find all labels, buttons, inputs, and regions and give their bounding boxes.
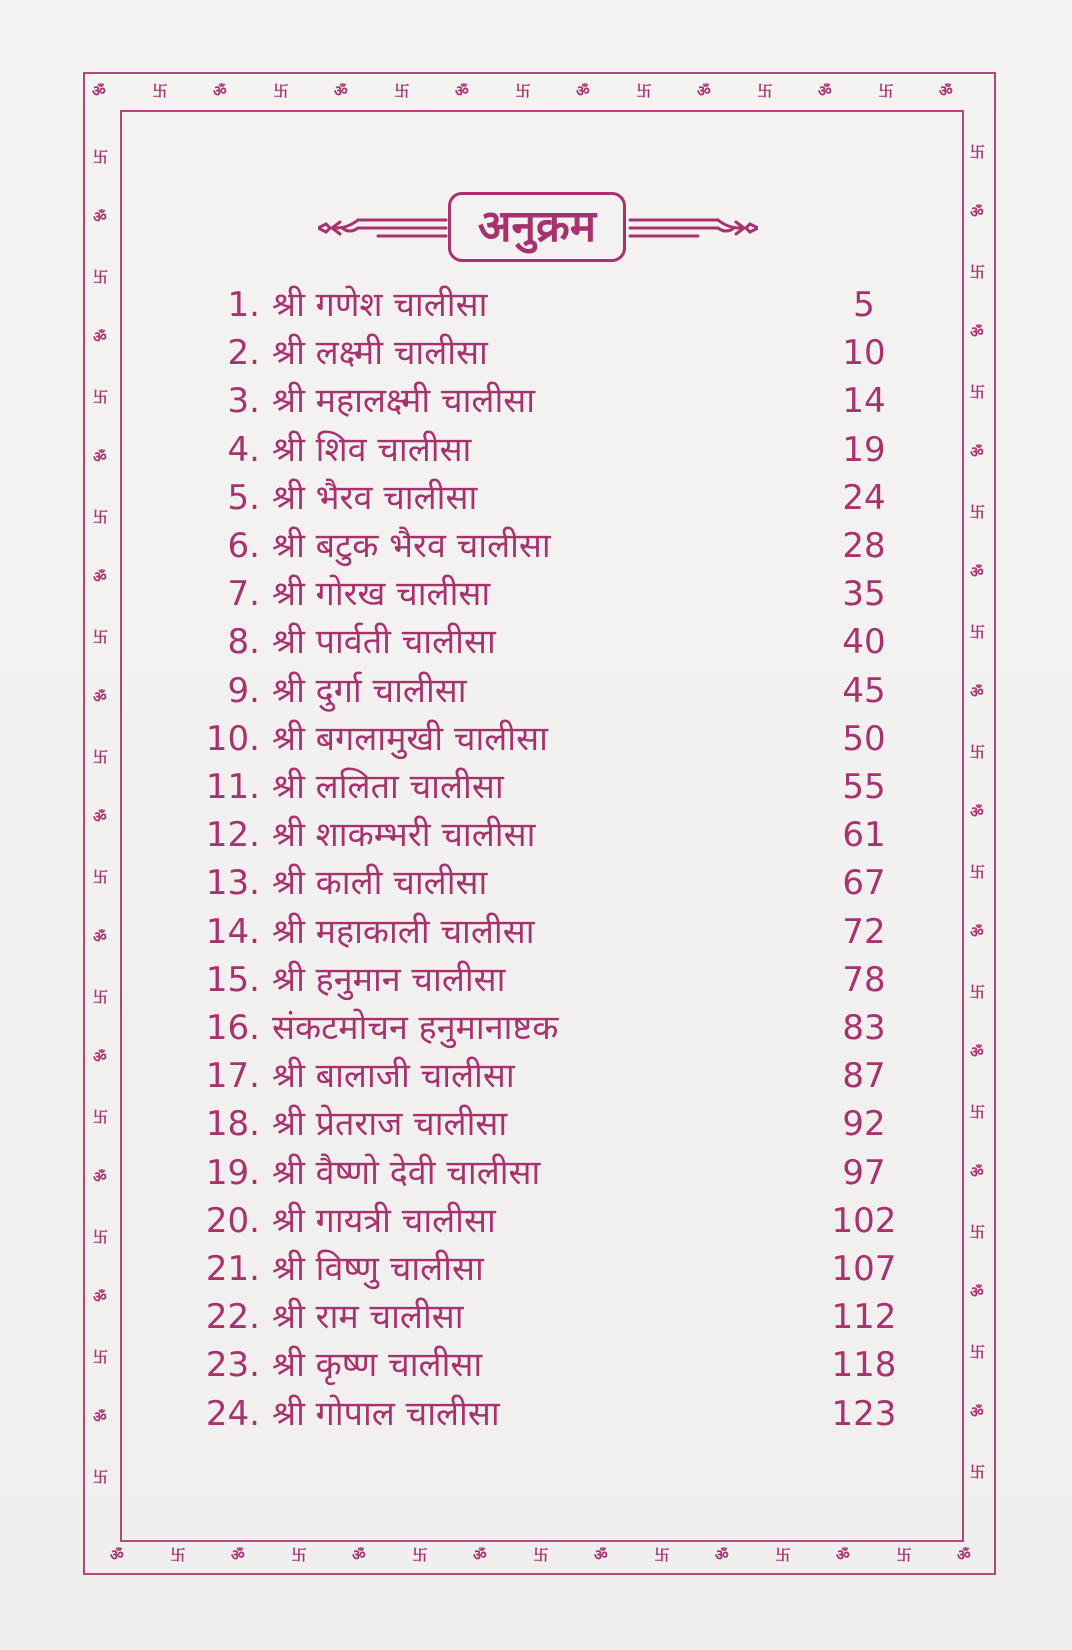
om-symbol-icon: ॐ [93,328,107,346]
om-symbol-icon: ॐ [93,208,107,226]
toc-entry-number: 2. [227,333,260,374]
toc-entry-title: श्री पार्वती चालीसा [272,622,496,663]
swastika-symbol-icon: 卐 [93,868,109,886]
toc-entry-number: 24. [205,1393,260,1434]
toc-entry-title: श्री महालक्ष्मी चालीसा [272,381,536,422]
swastika-symbol-icon: 卐 [970,383,986,401]
swastika-symbol-icon: 卐 [533,1546,549,1564]
toc-entry [180,1150,920,1196]
swastika-symbol-icon: 卐 [970,983,986,1001]
om-symbol-icon: ॐ [970,1403,984,1421]
toc-entry-number: 18. [205,1104,260,1145]
toc-entry-title: श्री राम चालीसा [272,1297,464,1338]
toc-entry-number: 11. [205,767,260,807]
om-symbol-icon: ॐ [455,82,469,100]
toc-entry-page-number: 35 [842,574,886,615]
swastika-symbol-icon: 卐 [636,82,652,100]
swastika-symbol-icon: 卐 [775,1546,791,1564]
swastika-symbol-icon: 卐 [93,1468,109,1486]
toc-entry [180,1342,920,1388]
toc-entry-page-number: 50 [842,718,886,759]
toc-entry-number: 17. [205,1056,260,1097]
toc-entry-title: श्री कृष्ण चालीसा [272,1345,483,1386]
toc-entry-title: श्री विष्णु चालीसा [272,1249,484,1289]
swastika-symbol-icon: 卐 [93,1348,109,1366]
toc-entry-title: श्री बगलामुखी चालीसा [272,718,548,759]
toc-entry-page-number: 55 [842,767,886,807]
toc-entry-number: 9. [227,670,260,711]
toc-entry-number: 16. [205,1008,260,1048]
toc-entry-number: 6. [227,526,260,566]
om-symbol-icon: ॐ [970,803,984,821]
swastika-symbol-icon: 卐 [970,623,986,641]
swastika-symbol-icon: 卐 [654,1546,670,1564]
toc-entry-title: संकटमोचन हनुमानाष्टक [272,1008,559,1048]
toc-entry-page-number: 118 [831,1345,897,1386]
toc-entry-title: श्री प्रेतराज चालीसा [272,1104,508,1145]
swastika-symbol-icon: 卐 [970,1343,986,1361]
toc-entry-page-number: 92 [842,1104,886,1145]
om-symbol-icon: ॐ [93,448,107,466]
toc-entry-page-number: 123 [831,1393,897,1434]
toc-entry-number: 19. [205,1152,260,1193]
toc-entry-title: श्री गोपाल चालीसा [272,1393,500,1434]
toc-entry-page-number: 5 [853,285,875,325]
toc-entry-number: 3. [227,381,260,422]
toc-entry-number: 13. [205,863,260,904]
swastika-symbol-icon: 卐 [273,82,289,100]
om-symbol-icon: ॐ [970,443,984,461]
page-title: अनुक्रम [477,201,597,252]
toc-entry [180,475,920,521]
om-symbol-icon: ॐ [970,323,984,341]
toc-entry-page-number: 45 [842,670,886,711]
om-symbol-icon: ॐ [715,1546,729,1564]
om-symbol-icon: ॐ [970,1043,984,1061]
om-symbol-icon: ॐ [594,1546,608,1564]
toc-entry-page-number: 112 [831,1297,897,1338]
toc-entry-title: श्री शिव चालीसा [272,429,472,470]
om-symbol-icon: ॐ [93,1408,107,1426]
toc-entry-title: श्री गोरख चालीसा [272,574,491,615]
toc-entry-page-number: 28 [842,526,886,566]
toc-entry-title: श्री महाकाली चालीसा [272,911,535,952]
toc-entry-number: 14. [205,911,260,952]
toc-entry-page-number: 107 [831,1249,897,1289]
toc-entry-page-number: 78 [842,959,886,1000]
toc-entry-number: 21. [205,1249,260,1289]
om-symbol-icon: ॐ [970,1163,984,1181]
toc-entry [180,1101,920,1147]
toc-entry [180,716,920,762]
om-symbol-icon: ॐ [352,1546,366,1564]
om-symbol-icon: ॐ [818,82,832,100]
toc-entry [180,619,920,665]
toc-entry [180,1198,920,1244]
swastika-symbol-icon: 卐 [93,628,109,646]
swastika-symbol-icon: 卐 [970,503,986,521]
om-symbol-icon: ॐ [970,923,984,941]
toc-entry-title: श्री काली चालीसा [272,863,488,904]
om-symbol-icon: ॐ [93,1048,107,1066]
toc-entry-title: श्री वैष्णो देवी चालीसा [272,1152,541,1193]
swastika-symbol-icon: 卐 [93,508,109,526]
toc-entry-page-number: 24 [842,477,886,518]
toc-entry [180,427,920,473]
toc-entry-page-number: 67 [842,863,886,904]
toc-entry-number: 8. [227,622,260,663]
swastika-symbol-icon: 卐 [970,143,986,161]
swastika-symbol-icon: 卐 [93,1228,109,1246]
om-symbol-icon: ॐ [92,82,106,100]
toc-entry-page-number: 97 [842,1152,886,1193]
toc-entry [180,523,920,569]
swastika-symbol-icon: 卐 [93,748,109,766]
toc-entry [180,571,920,617]
swastika-symbol-icon: 卐 [878,82,894,100]
toc-entry [180,282,920,328]
swastika-symbol-icon: 卐 [93,1108,109,1126]
om-symbol-icon: ॐ [93,808,107,826]
swastika-symbol-icon: 卐 [757,82,773,100]
toc-entry-page-number: 10 [842,333,886,374]
toc-entry-title: श्री गायत्री चालीसा [272,1200,496,1241]
swastika-symbol-icon: 卐 [970,743,986,761]
om-symbol-icon: ॐ [93,568,107,586]
swastika-symbol-icon: 卐 [394,82,410,100]
om-symbol-icon: ॐ [970,1283,984,1301]
toc-entry-number: 12. [205,815,260,856]
om-symbol-icon: ॐ [836,1546,850,1564]
toc-entry [180,1005,920,1051]
toc-entry-title: श्री बटुक भैरव चालीसा [272,526,551,566]
toc-entry-title: श्री ललिता चालीसा [272,767,504,807]
toc-entry-page-number: 87 [842,1056,886,1097]
om-symbol-icon: ॐ [110,1546,124,1564]
swastika-symbol-icon: 卐 [152,82,168,100]
toc-entry-page-number: 83 [842,1008,886,1048]
toc-entry-number: 1. [227,285,260,325]
toc-entry-number: 10. [205,718,260,759]
toc-entry [180,378,920,424]
om-symbol-icon: ॐ [697,82,711,100]
om-symbol-icon: ॐ [576,82,590,100]
om-symbol-icon: ॐ [334,82,348,100]
om-symbol-icon: ॐ [957,1546,971,1564]
om-symbol-icon: ॐ [93,688,107,706]
toc-entry [180,1391,920,1437]
swastika-symbol-icon: 卐 [412,1546,428,1564]
swastika-symbol-icon: 卐 [291,1546,307,1564]
om-symbol-icon: ॐ [970,203,984,221]
toc-entry-title: श्री हनुमान चालीसा [272,959,506,1000]
toc-entry-title: श्री बालाजी चालीसा [272,1056,515,1097]
toc-entry [180,330,920,376]
swastika-symbol-icon: 卐 [93,268,109,286]
om-symbol-icon: ॐ [970,683,984,701]
toc-entry-number: 20. [205,1200,260,1241]
swastika-symbol-icon: 卐 [970,1223,986,1241]
toc-entry-title: श्री भैरव चालीसा [272,477,478,518]
swastika-symbol-icon: 卐 [93,388,109,406]
toc-entry-page-number: 19 [842,429,886,470]
toc-entry-number: 22. [205,1297,260,1338]
toc-entry-title: श्री दुर्गा चालीसा [272,670,467,711]
swastika-symbol-icon: 卐 [896,1546,912,1564]
om-symbol-icon: ॐ [970,563,984,581]
swastika-symbol-icon: 卐 [970,263,986,281]
om-symbol-icon: ॐ [231,1546,245,1564]
swastika-symbol-icon: 卐 [970,1103,986,1121]
om-symbol-icon: ॐ [213,82,227,100]
toc-entry-title: श्री शाकम्भरी चालीसा [272,815,536,856]
toc-entry [180,812,920,858]
om-symbol-icon: ॐ [93,1288,107,1306]
toc-entry [180,668,920,714]
toc-entry [180,1294,920,1340]
om-symbol-icon: ॐ [93,1168,107,1186]
toc-entry-page-number: 61 [842,815,886,856]
toc-entry [180,764,920,810]
swastika-symbol-icon: 卐 [515,82,531,100]
toc-entry-number: 15. [205,959,260,1000]
toc-entry-number: 4. [227,429,260,470]
toc-entry-page-number: 102 [831,1200,897,1241]
toc-entry-number: 7. [227,574,260,615]
om-symbol-icon: ॐ [473,1546,487,1564]
swastika-symbol-icon: 卐 [970,1463,986,1481]
toc-entry-title: श्री लक्ष्मी चालीसा [272,333,488,374]
om-symbol-icon: ॐ [93,928,107,946]
toc-entry [180,1053,920,1099]
toc-entry [180,909,920,955]
toc-entry-page-number: 72 [842,911,886,952]
toc-entry [180,1246,920,1292]
toc-entry-page-number: 40 [842,622,886,663]
toc-entry [180,860,920,906]
om-symbol-icon: ॐ [939,82,953,100]
swastika-symbol-icon: 卐 [170,1546,186,1564]
swastika-symbol-icon: 卐 [93,148,109,166]
toc-entry [180,957,920,1003]
toc-entry-number: 5. [227,477,260,518]
swastika-symbol-icon: 卐 [93,988,109,1006]
toc-entry-number: 23. [205,1345,260,1386]
toc-entry-page-number: 14 [842,381,886,422]
swastika-symbol-icon: 卐 [970,863,986,881]
toc-entry-title: श्री गणेश चालीसा [272,285,488,325]
